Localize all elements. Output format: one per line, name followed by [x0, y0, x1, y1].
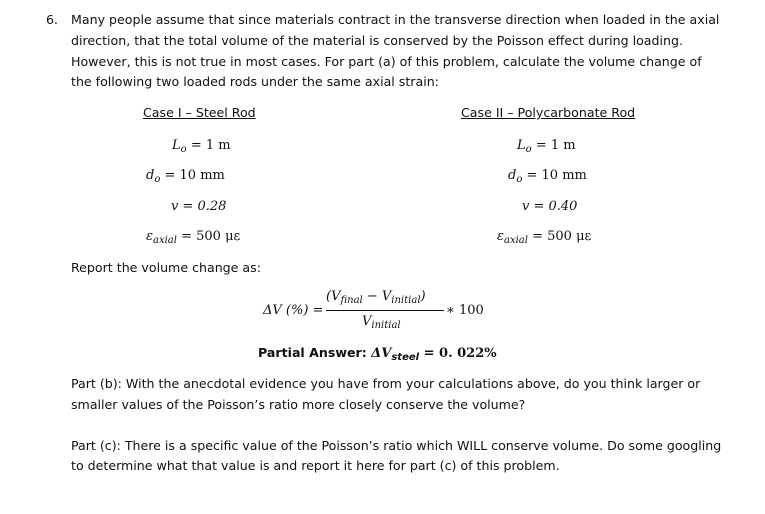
formula-den-sub: initial [371, 320, 401, 331]
case1-diameter [146, 168, 225, 183]
case1-poisson: v = 0.28 [171, 199, 227, 214]
case2-length-symbol: L [517, 138, 526, 153]
part-b-line-2: smaller values of the Poisson’s ratio more closely conserve the volume? [71, 397, 526, 412]
case1-length-symbol: L [172, 138, 181, 153]
problem-line-2: direction, that the total volume of the material is conserved by the Poisson effect during loading. [71, 33, 683, 48]
report-instruction: Report the volume change as: [71, 260, 261, 275]
case1-diameter-symbol: d [146, 168, 155, 183]
case2-diameter [508, 168, 587, 183]
partial-answer-label: Partial Answer: [258, 345, 372, 360]
partial-answer-value: = 0. 022% [419, 346, 497, 361]
case1-title: Case I – Steel Rod [143, 105, 256, 120]
case2-length-sub: o [525, 144, 532, 155]
case1-length-value: = 1 m [190, 138, 231, 153]
case2-poisson: v = 0.40 [522, 199, 578, 214]
case2-diameter-value: = 10 mm [526, 168, 587, 183]
partial-answer [258, 345, 497, 361]
formula-multiplier-text: ∗ 100 [446, 303, 484, 318]
case1-strain-value: = 500 με [181, 229, 241, 244]
case2-length-value: = 1 m [535, 138, 576, 153]
problem-line-4: the following two loaded rods under the same axial strain: [71, 74, 439, 89]
case1-length-sub: o [180, 144, 187, 155]
problem-line-1: Many people assume that since materials contract in the transverse direction when loaded in the axial [71, 12, 720, 27]
problem-number: 6. [46, 12, 59, 27]
case1-strain [146, 229, 240, 244]
case2-diameter-sub: o [516, 174, 523, 185]
case2-strain [497, 229, 591, 244]
formula-num-close: ) [420, 289, 426, 304]
formula-num-open: (V [326, 289, 341, 304]
case1-length [172, 138, 231, 153]
part-c-line-1: Part (c): There is a specific value of the Poisson’s ratio which WILL conserve volume. Do some googling [71, 438, 722, 453]
formula-num-minus: − V [362, 289, 392, 304]
part-c-line-2: to determine what that value is and report it here for part (c) of this problem. [71, 458, 560, 473]
formula-denominator [362, 314, 401, 329]
formula-initial-sub: initial [391, 295, 421, 306]
formula-numerator [326, 289, 426, 304]
case2-title: Case II – Polycarbonate Rod [461, 105, 636, 120]
partial-answer-sub: steel [391, 352, 420, 363]
case1-diameter-sub: o [154, 174, 161, 185]
case2-strain-symbol: ε [497, 229, 504, 244]
formula-multiplier [446, 303, 484, 318]
case1-strain-sub: axial [152, 235, 177, 246]
case2-diameter-symbol: d [508, 168, 517, 183]
case1-diameter-value: = 10 mm [164, 168, 225, 183]
case2-strain-sub: axial [503, 235, 528, 246]
case2-length [517, 138, 576, 153]
formula-den-symbol: V [362, 314, 372, 329]
formula-fraction-bar [326, 310, 444, 311]
formula-lhs: ΔV (%) = [263, 303, 324, 318]
case2-strain-value: = 500 με [532, 229, 592, 244]
formula-final-sub: final [340, 295, 363, 306]
partial-answer-symbol: ΔV [371, 346, 392, 361]
case1-strain-symbol: ε [146, 229, 153, 244]
part-b-line-1: Part (b): With the anecdotal evidence you have from your calculations above, do you think larger or [71, 376, 701, 391]
problem-line-3: However, this is not true in most cases. For part (a) of this problem, calculate the volume change of [71, 54, 702, 69]
